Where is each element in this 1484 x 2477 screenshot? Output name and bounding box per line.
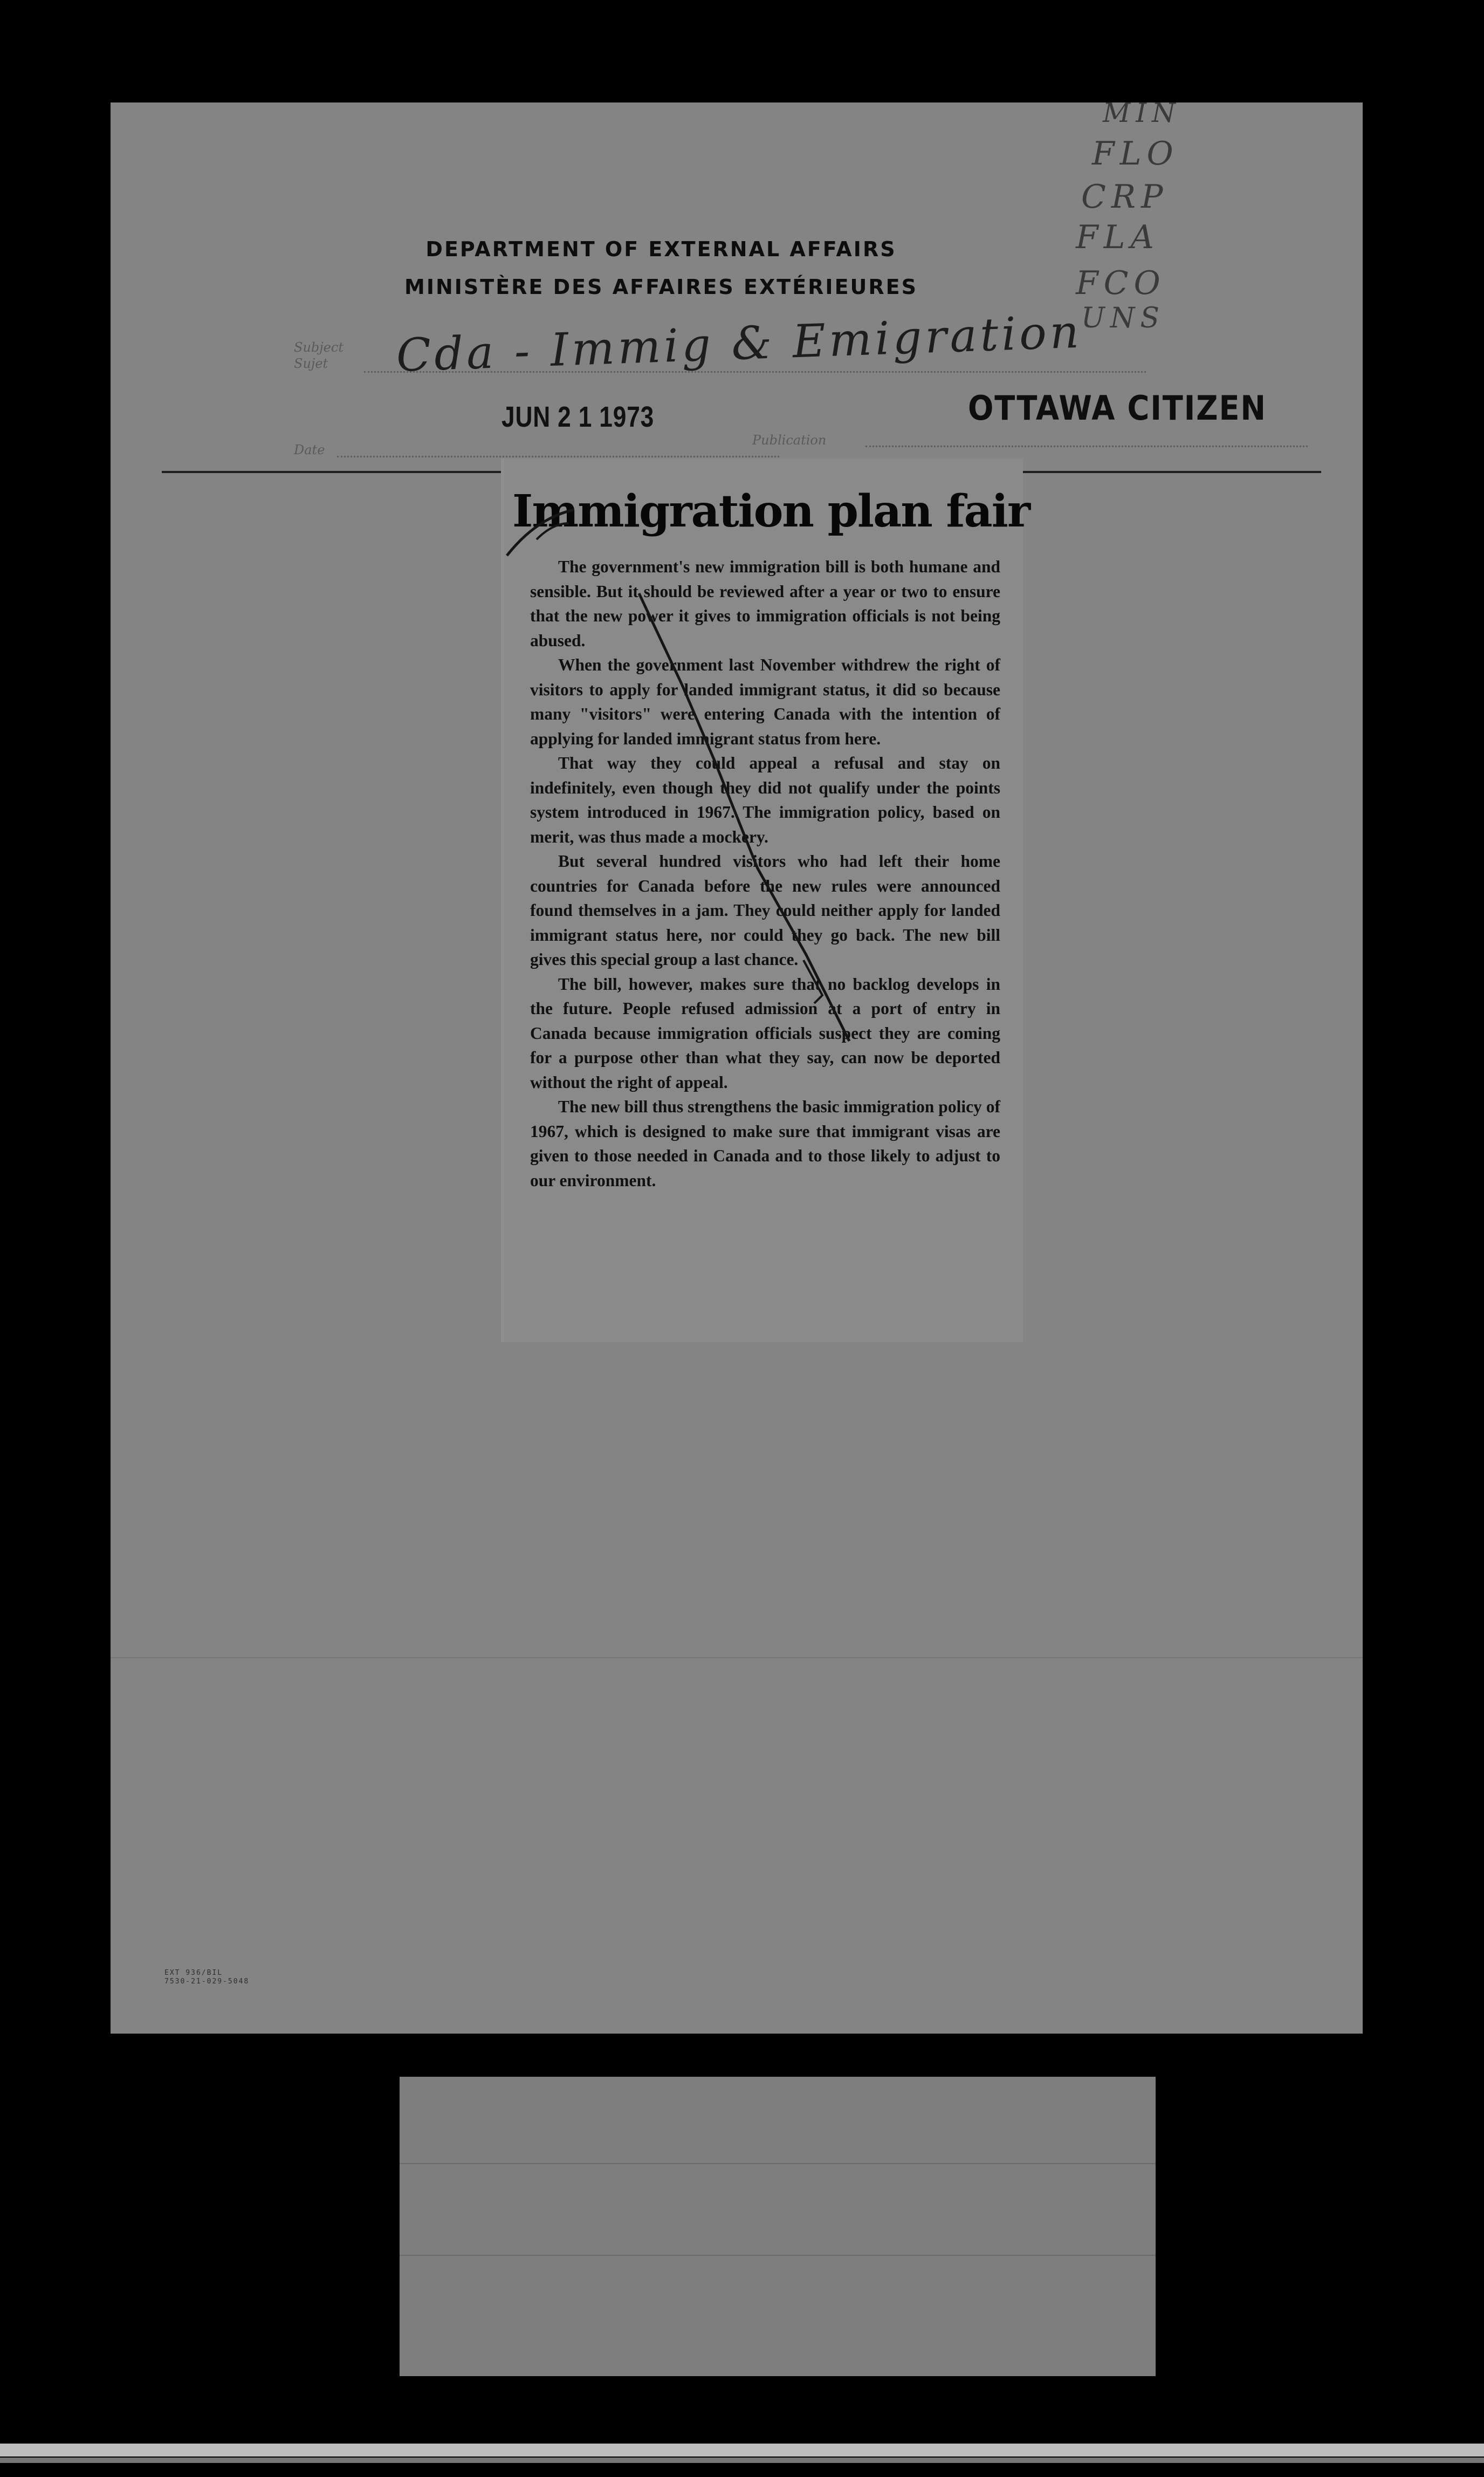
blank-card — [400, 2077, 1156, 2376]
newspaper-clipping — [504, 459, 1030, 1342]
form-code-line: 7530-21-029-5048 — [164, 1978, 250, 1986]
clipping-paragraph: That way they could appeal a refusal and stay on indefinitely, even though they did not qualify under the points system introduced in 1967. The immigration policy, based on merit, was thus made a mockery. — [530, 754, 1000, 846]
clipping-paragraph: The new bill thus strengthens the basic immigration policy of 1967, which is designed to make sure that immigrant visas are given to those needed in Canada and to those likely to adjust to our environment. — [530, 1097, 1000, 1190]
clipping-form-sheet — [111, 97, 1363, 2034]
form-code — [164, 1969, 249, 1986]
routing-initial: UNS — [1081, 302, 1165, 334]
date-line — [337, 456, 779, 457]
routing-initial: MIN — [1103, 97, 1181, 128]
date-label: Date — [294, 442, 325, 457]
routing-initial: FLO — [1092, 135, 1179, 173]
publication-line — [865, 446, 1308, 447]
card-line — [400, 2163, 1156, 2164]
clipping-body — [530, 555, 1000, 1193]
scanner-edge — [0, 2444, 1484, 2457]
clipping-paragraph: The government's new immigration bill is both humane and sensible. But it should be reviewed after a year or two to ensure that the new power it gives to immigration officials is not being abused. — [530, 557, 1000, 650]
routing-initial: FCO — [1076, 264, 1166, 302]
department-name-fr: MINISTÈRE DES AFFAIRES EXTÉRIEURES — [404, 275, 918, 299]
card-line — [400, 2255, 1156, 2256]
publication-label: Publication — [752, 433, 827, 448]
department-name-en: DEPARTMENT OF EXTERNAL AFFAIRS — [425, 237, 897, 261]
subject-handwritten: Cda - Immig & Emigration — [395, 305, 1083, 382]
fold-line — [111, 1657, 1363, 1658]
subject-label-fr: Sujet — [294, 356, 328, 371]
publication-name: OTTAWA CITIZEN — [968, 388, 1267, 428]
routing-initial: CRP — [1081, 178, 1169, 216]
clipping-headline: Immigration plan fair — [512, 485, 1030, 537]
clipping-paragraph: When the government last November withdrew the right of visitors to apply for landed immigrant status, it did so because many "visitors" were entering Canada with the intention of applying for landed immigrant status from here. — [530, 655, 1000, 748]
scanner-edge — [0, 2458, 1484, 2463]
date-stamp: JUN 2 1 1973 — [501, 401, 655, 433]
form-code-line: EXT 936/BIL — [164, 1969, 223, 1977]
clipping-paragraph: But several hundred visitors who had left their home countries for Canada before the new rules were announced found themselves in a jam. They could neither apply for landed immigrant status here, nor could they go back. The new bill gives this special group a last chance. — [530, 852, 1000, 969]
subject-label-en: Subject — [294, 340, 343, 355]
routing-initial: FLA — [1076, 218, 1159, 256]
clipping-paragraph: The bill, however, makes sure that no backlog develops in the future. People refused admission at a port of entry in Canada because immigration officials suspect they are coming for a purpose other than what they say, can now be deported without the right of appeal. — [530, 974, 1000, 1092]
